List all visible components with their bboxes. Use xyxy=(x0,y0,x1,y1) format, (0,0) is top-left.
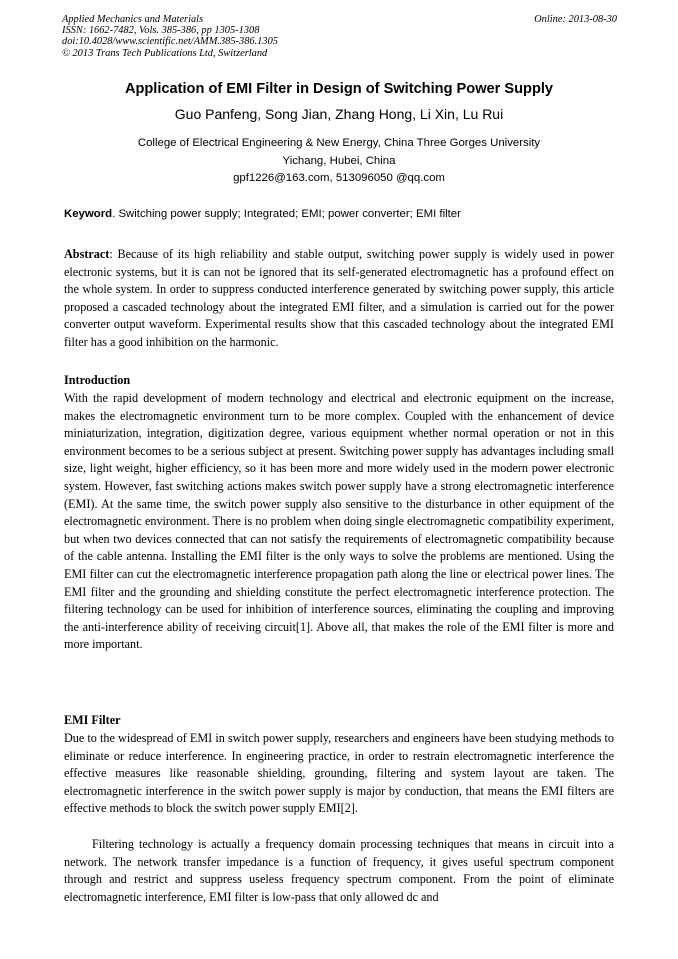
emi-filter-paragraph-1: Due to the widespread of EMI in switch power supply, researchers and engineers have been studying methods to eliminate or reduce interference. In engineering practice, in order to restrain electromagnetic interference the effective measures like reasonable shielding, grounding, filtering and system layout are taken. The electromagnetic interference in the switch power supply is major by conduction, that means the EMI filters are effective methods to block the switch power supply EMI[2]. xyxy=(64,731,614,816)
emi-filter-heading: EMI Filter xyxy=(64,713,121,727)
introduction-text: With the rapid development of modern technology and electrical and electronic equipment on the increase, makes the electromagnetic environment turn to be more complex. Coupled with the enhancement of device miniaturization, integration, digitization degree, various equipment whether normal operation or not in this environment becomes to be a serious subject at present. Switching power supply has advantages including small size, light weight, higher efficiency, so it has been more and more widely used in the modern power electronic system. However, fast switching actions makes switch power supply have a strong electromagnetic interference (EMI). At the same time, the switch power supply also sensitive to the disturbance in other equipment of the electromagnetic environment. There is no problem when doing single electromagnetic compatibility experiment, but when two devices connected that can not satisfy the requirements of electromagnetic compatibility because of the cable antenna. Installing the EMI filter is the only ways to solve the problems are mentioned. Using the EMI filter can cut the electromagnetic interference propagation path along the line or electrical power lines. The EMI filter and the grounding and shielding constitute the perfect electromagnetic interference protection. The filtering technology can be used for inhibition of interference sources, eliminating the coupling and improving the anti-interference ability of receiving circuit[1]. Above all, that makes the role of the EMI filter is more and more important. xyxy=(64,391,614,652)
keywords-label: Keyword xyxy=(64,208,113,220)
paper-title: Application of EMI Filter in Design of Switching Power Supply xyxy=(124,81,554,97)
keywords xyxy=(64,208,616,220)
affiliation xyxy=(0,135,678,188)
copyright-line: © 2013 Trans Tech Publications Ltd, Switzerland xyxy=(62,47,268,59)
online-date: Online: 2013-08-30 xyxy=(534,14,617,25)
doi-line: doi:10.4028/www.scientific.net/AMM.385-386.1305 xyxy=(62,36,278,48)
journal-header xyxy=(62,14,617,59)
abstract xyxy=(64,246,614,352)
issn-line: ISSN: 1662-7482, Vols. 385-386, pp 1305-1308 xyxy=(62,25,260,37)
affiliation-institution: College of Electrical Engineering & New Energy, China Three Gorges University xyxy=(137,137,541,149)
author-emails: gpf1226@163.com, 513096050 @qq.com xyxy=(233,172,445,184)
abstract-text: : Because of its high reliability and stable output, switching power supply is widely used in power electronic systems, but it is can not be ignored that its self-generated electromagnetic has a profound effect on the whole system. In order to suppress conducted interference generated by switching power supply, this article proposed a cascaded technology about the integrated EMI filter, and a simulation is carried out for the power converter output waveform. Experimental results show that this cascaded technology about the integrated EMI filter has a good inhibition on the harmonic. xyxy=(64,247,614,349)
author-list: Guo Panfeng, Song Jian, Zhang Hong, Li Xin, Lu Rui xyxy=(174,106,504,122)
keywords-text: . Switching power supply; Integrated; EMI; power converter; EMI filter xyxy=(112,208,461,220)
journal-name: Applied Mechanics and Materials xyxy=(62,14,204,25)
abstract-label: Abstract xyxy=(64,247,110,261)
affiliation-city: Yichang, Hubei, China xyxy=(282,154,396,167)
introduction-heading: Introduction xyxy=(64,373,131,387)
emi-filter-paragraph-2: Filtering technology is actually a frequency domain processing techniques that means in circuit into a network. The network transfer impedance is a function of frequency, it gives useful spectrum component through and restrict and suppress useless frequency spectrum component. From the point of eliminate electromagnetic interference, EMI filter is low-pass that only allowed dc and xyxy=(64,837,614,904)
